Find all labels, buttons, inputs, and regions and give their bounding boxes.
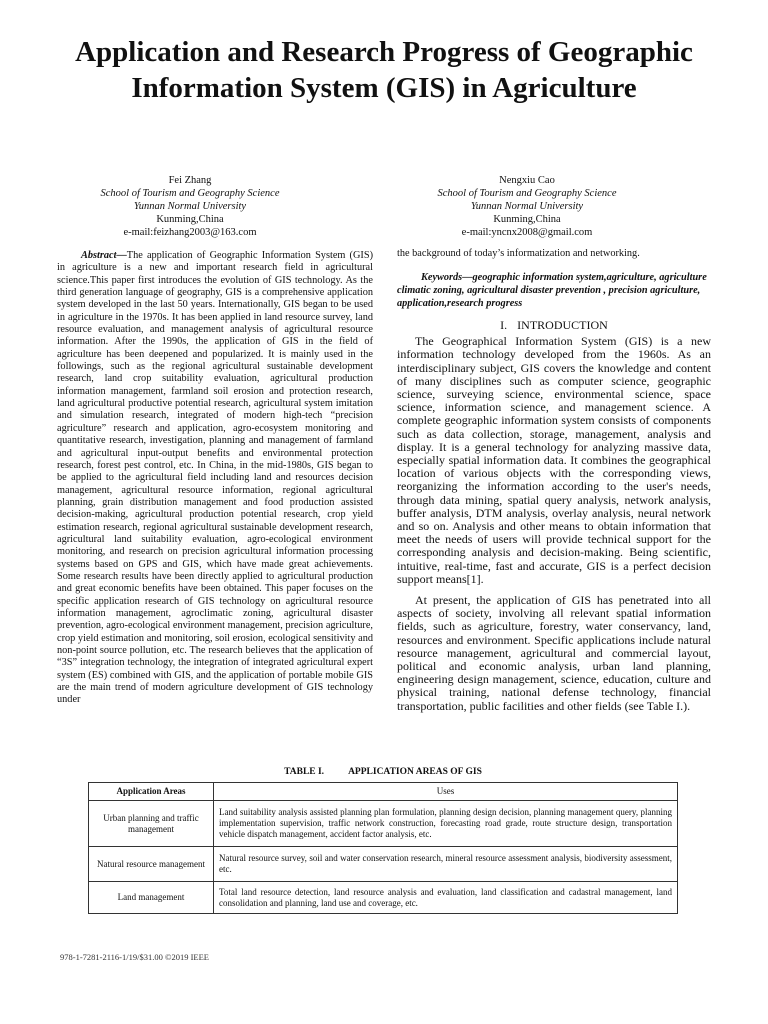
table-title: APPLICATION AREAS OF GIS (348, 767, 482, 777)
table-header-uses: Uses (214, 783, 678, 801)
intro-paragraph-2: At present, the application of GIS has penetrated into all aspects of society, involving all relevant spatial information fields, such as agriculture, forestry, water conservancy, land, resources and environment. Specific applications include natural resource management, agricultural and commercial layout, political and economic analysis, urban land planning, engineering design management, science, education, culture and physical training, national defense technology, financial transportation, public facilities and other fields (see Table I.). (397, 593, 711, 713)
table-cell-area: Land management (89, 882, 214, 914)
abstract-text: The application of Geographic Information System (GIS) in agriculture is a new and important research field in agricultural science.This paper first introduces the evolution of GIS technology. As the third generation language of geography, GIS is a comprehensive application system developed in the last 50 years. Internationally, GIS began to be used in agriculture in the 1970s. It has been applied in land resource survey, land resource evaluation, and management analysis of agricultural resource information. After the 1990s, the application of GIS in the field of agriculture has been deepened and popularized. It is mainly used in the followings, such as the regional agricultural sustainable development research, land crop suitability evaluation, agricultural production information management, farmland soil erosion and protection research, land agricultural productive potential research, agricultural system imitation and simulation research, integrated of modern high-tech “precision agriculture” research and application, agro-ecosystem monitoring and quantitative research, investigation, planning and management of farmland and agricultural input-output benefits and environmental protection research, forest pest control, etc. In China, in the mid-1980s, GIS began to be applied to the agricultural field including land and resources decision management, agricultural resource information, regional agricultural planning, grain distribution management and food production assisted decision-making, agricultural production potential research, crop yield estimation research, regional agricultural sustainable development research, agricultural land suitability evaluation, agro-ecological environment monitoring, and research on precision agricultural information processing systems based on GPS and GIS, which have made great achievements. Some research results have been directly applied to agricultural production and great economic benefits have been obtained. This paper focuses on the specific application research of GIS technology on agricultural resource information management, agroclimatic zoning, agricultural disaster prevention, agro-ecological environment management, precision agriculture, crop yield estimation and monitoring, soil erosion, ecological sensitivity and non-point source pollution, etc. The research believes that the application of “3S” integration technology, the integration of integrated agricultural expert system (ES) combined with GIS, and the application of portable mobile GIS are the main trend of modern agriculture development of GIS technology under (57, 250, 373, 706)
author-name: Fei Zhang (168, 175, 212, 186)
section-title: INTRODUCTION (517, 318, 608, 333)
table-cell-area: Urban planning and traffic management (89, 801, 214, 847)
table-cell-uses: Land suitability analysis assisted planning plan formulation, planning design decision, planning management query, planning implementation supervision, traffic network construction, forecasting road grade, route structure design, transportation vehicle dispatch management, accident factor analysis, etc. (214, 801, 678, 847)
author-email: e-mail:feizhang2003@163.com (123, 227, 257, 238)
table-cell-area: Natural resource management (89, 847, 214, 882)
application-areas-table (88, 782, 678, 914)
table-header-areas: Application Areas (89, 783, 214, 801)
table-number: TABLE I. (284, 767, 325, 777)
abstract-dash: — (116, 250, 127, 261)
copyright-footer: 978-1-7281-2116-1/19/$31.00 ©2019 IEEE (60, 952, 209, 962)
paper-title: Application and Research Progress of Geographic Information System (GIS) in Agriculture (75, 36, 693, 104)
author-affiliation: School of Tourism and Geography Science (100, 188, 280, 199)
table-row (89, 882, 678, 914)
author-block-2 (377, 174, 677, 239)
author-affiliation: School of Tourism and Geography Science (437, 188, 617, 199)
table-row (89, 847, 678, 882)
right-column (397, 248, 711, 713)
abstract-continuation: the background of today’s informatization and networking. (397, 248, 640, 259)
table-cell-uses: Total land resource detection, land resource analysis and evaluation, land classification and cadastral management, land consolidation and planning, land use and coverage, etc. (214, 882, 678, 914)
author-institution: Yunnan Normal University (470, 201, 584, 212)
author-location: Kunming,China (493, 214, 561, 225)
author-email: e-mail:yncnx2008@gmail.com (461, 227, 593, 238)
table-cell-uses: Natural resource survey, soil and water conservation research, mineral resource assessment analysis, biodiversity assessment, etc. (214, 847, 678, 882)
author-block-1 (40, 174, 340, 239)
left-column (57, 250, 373, 707)
intro-paragraph-1: The Geographical Information System (GIS) is a new information technology developed from the 1960s. As an interdisciplinary subject, GIS covers the knowledge and content of many disciplines such as computer science, geographic science, surveying science, environmental science, space science, information science, and management science. A complete geographic information system consists of components such as data collection, storage, management, analysis and display. It is a general technology for analyzing massive data, especially spatial information data. It combines the geographical location of various objects with the corresponding views, reorganizing the information according to the user's needs, through data mining, spatial query analysis, network analysis, buffer analysis, DTM analysis, overlay analysis, neural network and so on. Analysis and other means to obtain information that meet the needs of users will provide technical support for the corresponding analysis and decision-making. Being scientific, intuitive, real-time, fast and accurate, GIS is a perfect decision support means[1]. (397, 334, 711, 586)
section-heading (397, 318, 711, 333)
keywords: Keywords—geographic information system,agriculture, agriculture climatic zoning, agricultural disaster prevention , precision agriculture, application,research progress (397, 272, 707, 309)
abstract-label: Abstract (81, 250, 117, 261)
author-name: Nengxiu Cao (499, 175, 555, 186)
section-number: I. (500, 318, 508, 333)
author-institution: Yunnan Normal University (133, 201, 247, 212)
abstract-paragraph (57, 250, 373, 707)
table-caption (88, 767, 678, 777)
table-row (89, 801, 678, 847)
author-location: Kunming,China (156, 214, 224, 225)
table-header-row (89, 783, 678, 801)
